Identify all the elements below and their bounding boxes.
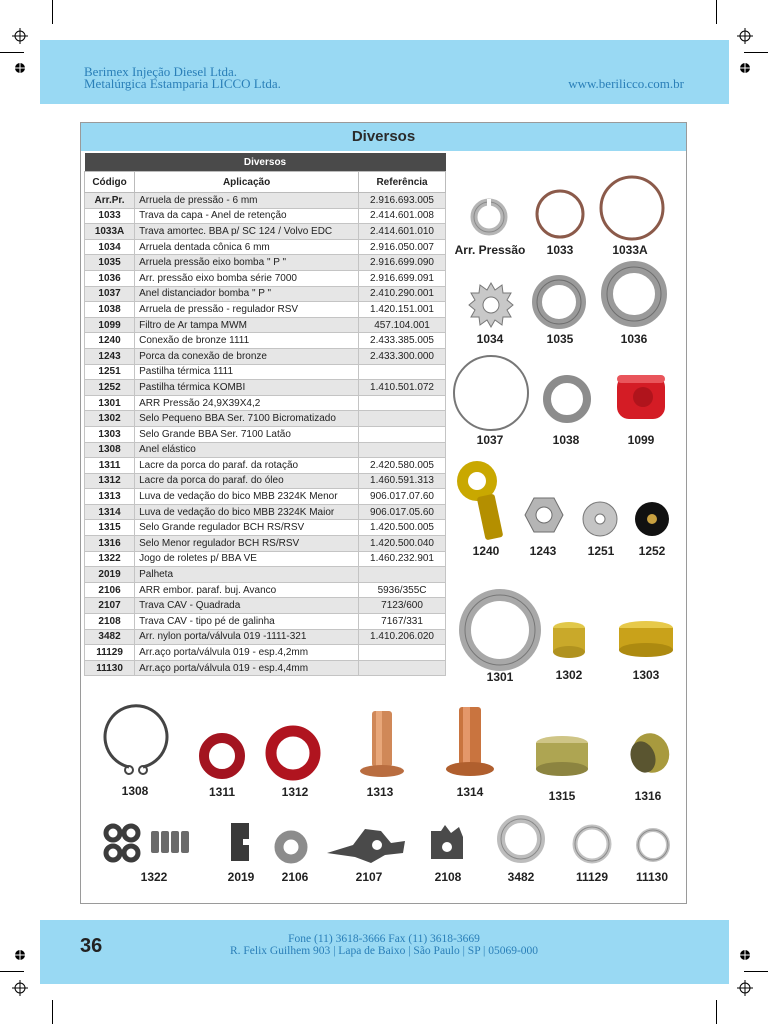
page-number: 36 [80, 935, 103, 957]
cell-code: 1034 [85, 239, 135, 255]
cell-code: 1037 [85, 286, 135, 302]
spring-washer-icon [599, 259, 669, 329]
cell-reference: 1.420.500.005 [359, 520, 446, 536]
cell-reference: 1.460.591.313 [359, 473, 446, 489]
cell-reference [359, 442, 446, 458]
cell-application: Anel distanciador bomba " P " [135, 286, 359, 302]
crop-mark [744, 971, 768, 972]
cell-code: 1251 [85, 364, 135, 380]
table-row [85, 598, 446, 614]
cell-application: Pastilha térmica KOMBI [135, 380, 359, 396]
part-label-1303: 1303 [632, 668, 660, 682]
crop-mark [716, 1000, 717, 1024]
table-row [85, 208, 446, 224]
square-lock-icon [325, 823, 407, 867]
roller-set-icon [101, 821, 201, 867]
parts-table [84, 153, 446, 676]
cell-application: Trava da capa - Anel de retenção [135, 208, 359, 224]
cell-application: Luva de vedação do bico MBB 2324K Maior [135, 504, 359, 520]
table-band-title: Diversos [85, 153, 446, 172]
cell-code: 1033 [85, 208, 135, 224]
cell-code: 1252 [85, 380, 135, 396]
cell-code: 1311 [85, 458, 135, 474]
cell-code: 1243 [85, 348, 135, 364]
table-row [85, 582, 446, 598]
vane-icon [229, 821, 253, 863]
part-label-2019: 2019 [227, 870, 255, 884]
cell-reference [359, 411, 446, 427]
company-name-1: Berimex Injeção Diesel Ltda. [84, 64, 238, 79]
part-label-1252: 1252 [638, 544, 666, 558]
cell-application: Arr. nylon porta/válvula 019 -1111-321 [135, 629, 359, 645]
cell-code: 2108 [85, 614, 135, 630]
cell-application: Arr.aço porta/válvula 019 - esp.4,2mm [135, 645, 359, 661]
part-label-1034: 1034 [476, 332, 504, 346]
company-names [84, 66, 281, 90]
cell-code: 1313 [85, 489, 135, 505]
retaining-ring-icon [597, 173, 667, 243]
registration-mark-icon [737, 980, 753, 996]
thermal-disc-icon [633, 500, 671, 538]
part-label-1035: 1035 [546, 332, 574, 346]
cell-code: 2019 [85, 567, 135, 583]
parts-table-body [85, 193, 446, 676]
spring-washer-icon [530, 273, 588, 331]
cell-reference [359, 645, 446, 661]
cell-code: 1240 [85, 333, 135, 349]
cell-application: Palheta [135, 567, 359, 583]
footer-address: R. Felix Guilhem 903 | Lapa de Baixo | São Paulo | SP | 05069-000 [229, 945, 539, 957]
table-row [85, 489, 446, 505]
regulator-seal-icon [533, 733, 591, 781]
cell-application: ARR Pressão 24,9X39X4,2 [135, 395, 359, 411]
registration-mark-icon [12, 60, 28, 76]
part-label-1037: 1037 [476, 433, 504, 447]
cell-application: Anel elástico [135, 442, 359, 458]
part-label-1314: 1314 [456, 785, 484, 799]
part-label-arr-pressao: Arr. Pressão [454, 243, 526, 257]
cell-code: 1035 [85, 255, 135, 271]
cell-reference [359, 660, 446, 676]
cell-code: 1033A [85, 224, 135, 240]
cell-application: Selo Pequeno BBA Ser. 7100 Bicromatizado [135, 411, 359, 427]
cell-reference: 2.433.300.000 [359, 348, 446, 364]
cell-reference: 2.916.699.091 [359, 270, 446, 286]
cell-code: 11129 [85, 645, 135, 661]
table-row [85, 567, 446, 583]
part-label-2106: 2106 [281, 870, 309, 884]
cell-application: Conexão de bronze 1111 [135, 333, 359, 349]
air-filter-cap-icon [611, 367, 671, 427]
cell-reference: 2.414.601.008 [359, 208, 446, 224]
cell-reference [359, 426, 446, 442]
steel-washer-icon [635, 827, 671, 863]
table-row [85, 302, 446, 318]
hex-nut-icon [524, 495, 564, 535]
cell-reference: 5936/355C [359, 582, 446, 598]
cell-code: 1314 [85, 504, 135, 520]
seal-cap-icon [551, 620, 587, 660]
cell-reference: 2.916.699.090 [359, 255, 446, 271]
cell-application: Trava CAV - Quadrada [135, 598, 359, 614]
table-row [85, 193, 446, 209]
cell-code: 1038 [85, 302, 135, 318]
part-label-1302: 1302 [555, 668, 583, 682]
part-label-1308: 1308 [121, 784, 149, 798]
part-label-1316: 1316 [634, 789, 662, 803]
spring-washer-icon [469, 197, 509, 237]
cell-code: 1312 [85, 473, 135, 489]
cell-reference: 2.916.050.007 [359, 239, 446, 255]
cell-code: 1316 [85, 536, 135, 552]
cell-application: Trava amortec. BBA p/ SC 124 / Volvo EDC [135, 224, 359, 240]
cell-reference: 2.433.385.005 [359, 333, 446, 349]
bronze-fitting-icon [451, 459, 511, 543]
cell-code: 2107 [85, 598, 135, 614]
cell-code: 1099 [85, 317, 135, 333]
table-row [85, 629, 446, 645]
crop-mark [0, 52, 24, 53]
table-row [85, 333, 446, 349]
part-label-1240: 1240 [472, 544, 500, 558]
cell-application: Arruela de pressão - 6 mm [135, 193, 359, 209]
table-row [85, 395, 446, 411]
regulator-seal-icon [621, 727, 673, 779]
cell-code: 1036 [85, 270, 135, 286]
cell-application: Pastilha térmica 1111 [135, 364, 359, 380]
registration-mark-icon [12, 28, 28, 44]
cell-code: 11130 [85, 660, 135, 676]
thermal-disc-icon [581, 500, 619, 538]
table-row [85, 286, 446, 302]
spring-washer-icon [539, 371, 595, 427]
table-row [85, 614, 446, 630]
crop-mark [716, 0, 717, 24]
table-row [85, 224, 446, 240]
column-header-reference: Referência [359, 172, 446, 193]
part-label-11130: 11130 [635, 870, 669, 884]
table-row [85, 660, 446, 676]
table-row [85, 442, 446, 458]
table-row [85, 411, 446, 427]
cell-reference: 2.414.601.010 [359, 224, 446, 240]
cell-reference: 2.420.580.005 [359, 458, 446, 474]
cell-application: Porca da conexão de bronze [135, 348, 359, 364]
crop-mark [0, 971, 24, 972]
spring-washer-icon [455, 585, 545, 675]
cell-code: 1303 [85, 426, 135, 442]
cell-code: 1315 [85, 520, 135, 536]
cell-code: Arr.Pr. [85, 193, 135, 209]
cell-code: 1308 [85, 442, 135, 458]
table-row [85, 536, 446, 552]
table-row [85, 348, 446, 364]
part-label-2108: 2108 [434, 870, 462, 884]
nozzle-sleeve-icon [441, 703, 499, 783]
part-label-1243: 1243 [529, 544, 557, 558]
cell-reference: 457.104.001 [359, 317, 446, 333]
snap-ring-icon [99, 701, 171, 779]
registration-mark-icon [737, 28, 753, 44]
part-label-1312: 1312 [281, 785, 309, 799]
toothed-washer-icon [467, 281, 515, 329]
table-row [85, 364, 446, 380]
part-label-1033: 1033 [546, 243, 574, 257]
nozzle-sleeve-icon [356, 707, 412, 783]
cell-application: Arr.aço porta/válvula 019 - esp.4,4mm [135, 660, 359, 676]
cell-application: Selo Menor regulador BCH RS/RSV [135, 536, 359, 552]
spacer-ring-icon [451, 353, 531, 433]
cell-reference: 1.410.206.020 [359, 629, 446, 645]
table-row [85, 551, 446, 567]
part-label-1033a: 1033A [612, 243, 648, 257]
catalog-panel [80, 122, 687, 904]
part-label-1038: 1038 [552, 433, 580, 447]
table-row [85, 270, 446, 286]
cell-reference [359, 395, 446, 411]
table-row [85, 520, 446, 536]
footer-phone: Fone (11) 3618-3666 Fax (11) 3618-3669 [288, 933, 480, 945]
crow-foot-lock-icon [427, 823, 467, 863]
cell-code: 3482 [85, 629, 135, 645]
part-label-1099: 1099 [627, 433, 655, 447]
retaining-ring-icon [533, 187, 587, 241]
table-row [85, 255, 446, 271]
cell-reference: 7123/600 [359, 598, 446, 614]
seal-cap-icon [617, 619, 675, 661]
website-link[interactable]: www.berilicco.com.br [568, 76, 684, 91]
cell-reference [359, 364, 446, 380]
cell-code: 1301 [85, 395, 135, 411]
cell-application: Arruela de pressão - regulador RSV [135, 302, 359, 318]
cell-code: 1302 [85, 411, 135, 427]
table-row [85, 458, 446, 474]
seal-ring-icon [197, 731, 247, 781]
cell-application: Selo Grande regulador BCH RS/RSV [135, 520, 359, 536]
cell-reference: 1.420.500.040 [359, 536, 446, 552]
crop-mark [52, 1000, 53, 1024]
table-row [85, 317, 446, 333]
part-label-1311: 1311 [208, 785, 236, 799]
cell-application: Jogo de roletes p/ BBA VE [135, 551, 359, 567]
column-header-code: Código [85, 172, 135, 193]
crop-mark [744, 52, 768, 53]
cell-reference: 906.017.05.60 [359, 504, 446, 520]
cell-application: Arr. pressão eixo bomba série 7000 [135, 270, 359, 286]
registration-mark-icon [737, 60, 753, 76]
part-label-1036: 1036 [620, 332, 648, 346]
cell-reference [359, 567, 446, 583]
cell-application: ARR embor. paraf. buj. Avanco [135, 582, 359, 598]
cell-reference: 1.420.151.001 [359, 302, 446, 318]
crop-mark [52, 0, 53, 24]
part-label-2107: 2107 [355, 870, 383, 884]
registration-mark-icon [12, 980, 28, 996]
cell-code: 2106 [85, 582, 135, 598]
part-label-1322: 1322 [140, 870, 168, 884]
cell-reference: 1.460.232.901 [359, 551, 446, 567]
table-row [85, 426, 446, 442]
cell-application: Arruela pressão eixo bomba " P " [135, 255, 359, 271]
cell-application: Lacre da porca do paraf. do óleo [135, 473, 359, 489]
cell-application: Luva de vedação do bico MBB 2324K Menor [135, 489, 359, 505]
company-name-2: Metalúrgica Estamparia LICCO Ltda. [84, 76, 281, 91]
part-label-1301: 1301 [486, 670, 514, 684]
part-label-3482: 3482 [507, 870, 535, 884]
cell-reference: 1.410.501.072 [359, 380, 446, 396]
part-label-11129: 11129 [575, 870, 609, 884]
table-row [85, 645, 446, 661]
footer-contact [0, 933, 768, 957]
part-label-1313: 1313 [366, 785, 394, 799]
section-title: Diversos [81, 123, 686, 151]
table-row [85, 504, 446, 520]
cell-reference: 2.410.290.001 [359, 286, 446, 302]
cell-reference: 906.017.07.60 [359, 489, 446, 505]
cell-code: 1322 [85, 551, 135, 567]
part-label-1315: 1315 [548, 789, 576, 803]
table-row [85, 239, 446, 255]
column-header-application: Aplicação [135, 172, 359, 193]
cell-application: Lacre da porca do paraf. da rotação [135, 458, 359, 474]
seal-ring-icon [263, 725, 323, 781]
cell-reference: 2.916.693.005 [359, 193, 446, 209]
cell-reference: 7167/331 [359, 614, 446, 630]
cell-application: Arruela dentada cônica 6 mm [135, 239, 359, 255]
rubber-washer-icon [273, 829, 309, 865]
table-row [85, 473, 446, 489]
table-row [85, 380, 446, 396]
cell-application: Filtro de Ar tampa MWM [135, 317, 359, 333]
cell-application: Trava CAV - tipo pé de galinha [135, 614, 359, 630]
cell-application: Selo Grande BBA Ser. 7100 Latão [135, 426, 359, 442]
part-label-1251: 1251 [587, 544, 615, 558]
steel-washer-icon [571, 823, 613, 865]
nylon-washer-icon [495, 813, 547, 865]
